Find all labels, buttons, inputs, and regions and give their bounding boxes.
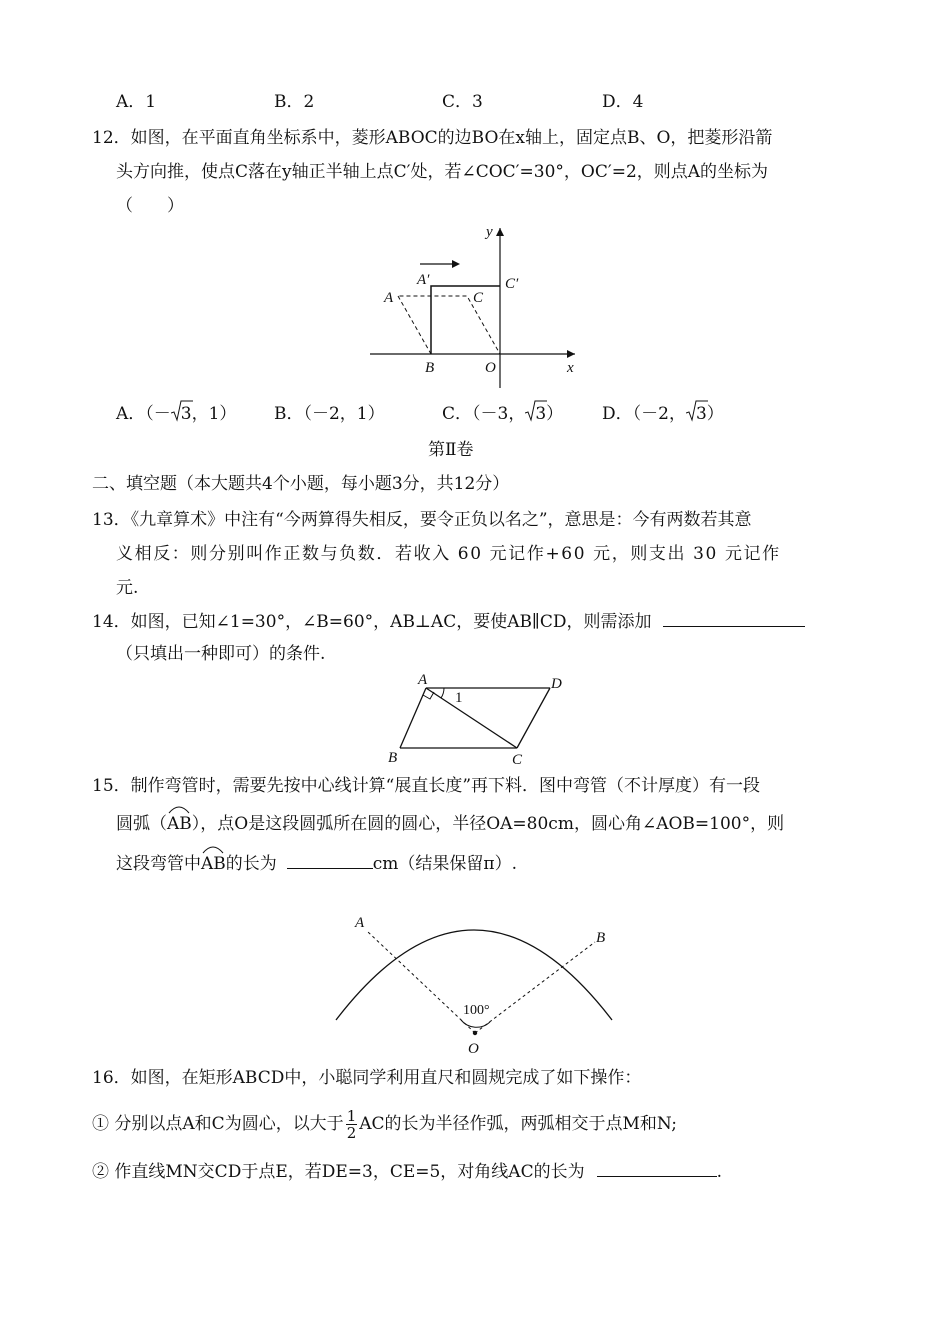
q16-step2: ② 作直线MN交CD于点E，若DE=3，CE=5，对角线AC的长为 . (92, 1158, 722, 1184)
label-b: B (596, 930, 606, 946)
label-o: O (485, 360, 496, 376)
q14-line1: 14．如图，已知∠1=30°，∠B=60°，AB⊥AC，要使AB∥CD，则需添加 (92, 608, 805, 634)
q16-line1: 16．如图，在矩形ABCD中，小聪同学利用直尺和圆规完成了如下操作： (92, 1068, 642, 1088)
q11-option-c: C．3 (442, 92, 483, 112)
label-b: B (388, 750, 398, 766)
q12-option-b: B．（－2，1） (274, 404, 385, 424)
label-a-prime: A′ (417, 272, 430, 288)
label-a: A (418, 672, 428, 688)
label-y: y (486, 224, 493, 240)
sqrt-symbol: 3 (171, 402, 192, 426)
q16-answer-blank[interactable] (597, 1158, 717, 1177)
q12-coordinate-figure (365, 220, 585, 395)
right-angle-mark (423, 692, 434, 699)
label-c-prime: C′ (505, 276, 519, 292)
label-b: B (425, 360, 435, 376)
label-x: x (567, 360, 574, 376)
q14-answer-blank[interactable] (663, 608, 805, 627)
q15-answer-blank[interactable] (287, 850, 373, 869)
q13-line2: 义相反：则分别叫作正数与负数．若收入 60 元记作+60 元，则支出 30 元记作 (116, 544, 781, 564)
sqrt-symbol: 3 (686, 402, 707, 426)
q14-line2: （只填出一种即可）的条件. (116, 644, 326, 664)
rhombus-abog (398, 296, 500, 354)
label-1: 1 (455, 690, 463, 706)
radius-ob (475, 942, 595, 1033)
radius-oa (368, 932, 475, 1033)
q14-parallelogram-figure (380, 668, 570, 768)
label-c: C (473, 290, 484, 306)
q12-option-c: C．（－3， 3） (442, 402, 563, 426)
arc-ab-notation: AB (167, 812, 192, 836)
q12-stem-line2: 头方向推，使点C落在y轴正半轴上点C′处，若∠COC′=30°，OC′=2，则点A的坐标为 (116, 162, 769, 182)
section-title: 第Ⅱ卷 (428, 440, 474, 460)
sqrt-symbol: 3 (525, 402, 546, 426)
q15-line2: 圆弧（ AB），点O是这段圆弧所在圆的圆心，半径OA=80cm，圆心角∠AOB=100°，则 (116, 812, 784, 836)
x-axis-arrow (567, 350, 575, 358)
q16-step1: ① 分别以点A和C为圆心，以大于 $\frac{1}{2}$ AC的长为半径作弧，两弧相交于点M和N; (92, 1107, 677, 1142)
q13-line3: 元. (116, 578, 139, 598)
label-o: O (468, 1041, 479, 1057)
q11-option-b: B．2 (274, 92, 315, 112)
label-d: D (551, 676, 562, 692)
fraction-one-half: $\frac{1}{2}$ (346, 1107, 357, 1142)
q12-option-d: D．（－2， 3） (602, 402, 724, 426)
q12-option-a: A．（－ 3，1） (116, 402, 236, 426)
q15-line1: 15．制作弯管时，需要先按中心线计算“展直长度”再下料．图中弯管（不计厚度）有一段 (92, 776, 761, 796)
q13-line1: 13．《九章算术》中注有“今两算得失相反，要令正负以名之”，意思是：今有两数若其意 (92, 510, 752, 530)
y-axis-arrow (496, 228, 504, 236)
q15-line3: 这段弯管中 AB的长为 cm（结果保留π）. (116, 850, 517, 876)
q12-stem-line3: （ ） (116, 196, 184, 216)
center-point (473, 1031, 477, 1035)
angle-1-arc (441, 688, 444, 698)
segment-cd (517, 688, 550, 748)
q15-arc-figure (330, 890, 620, 1060)
section-heading: 二、填空题（本大题共4个小题，每小题3分，共12分） (92, 474, 510, 494)
q12-stem-line1: 12．如图，在平面直角坐标系中，菱形ABOC的边BO在x轴上，固定点B、O，把菱形沿箭 (92, 128, 773, 148)
segment-ac (426, 688, 517, 748)
arc-ab-notation: AB (201, 852, 226, 876)
label-angle: 100° (463, 1003, 490, 1018)
angle-arc (461, 1020, 490, 1027)
q11-option-a: A．1 (116, 92, 157, 112)
q11-option-d: D．4 (602, 92, 644, 112)
label-c: C (512, 752, 523, 768)
label-a: A (355, 915, 365, 931)
label-a: A (384, 290, 394, 306)
segment-ab (400, 688, 426, 748)
